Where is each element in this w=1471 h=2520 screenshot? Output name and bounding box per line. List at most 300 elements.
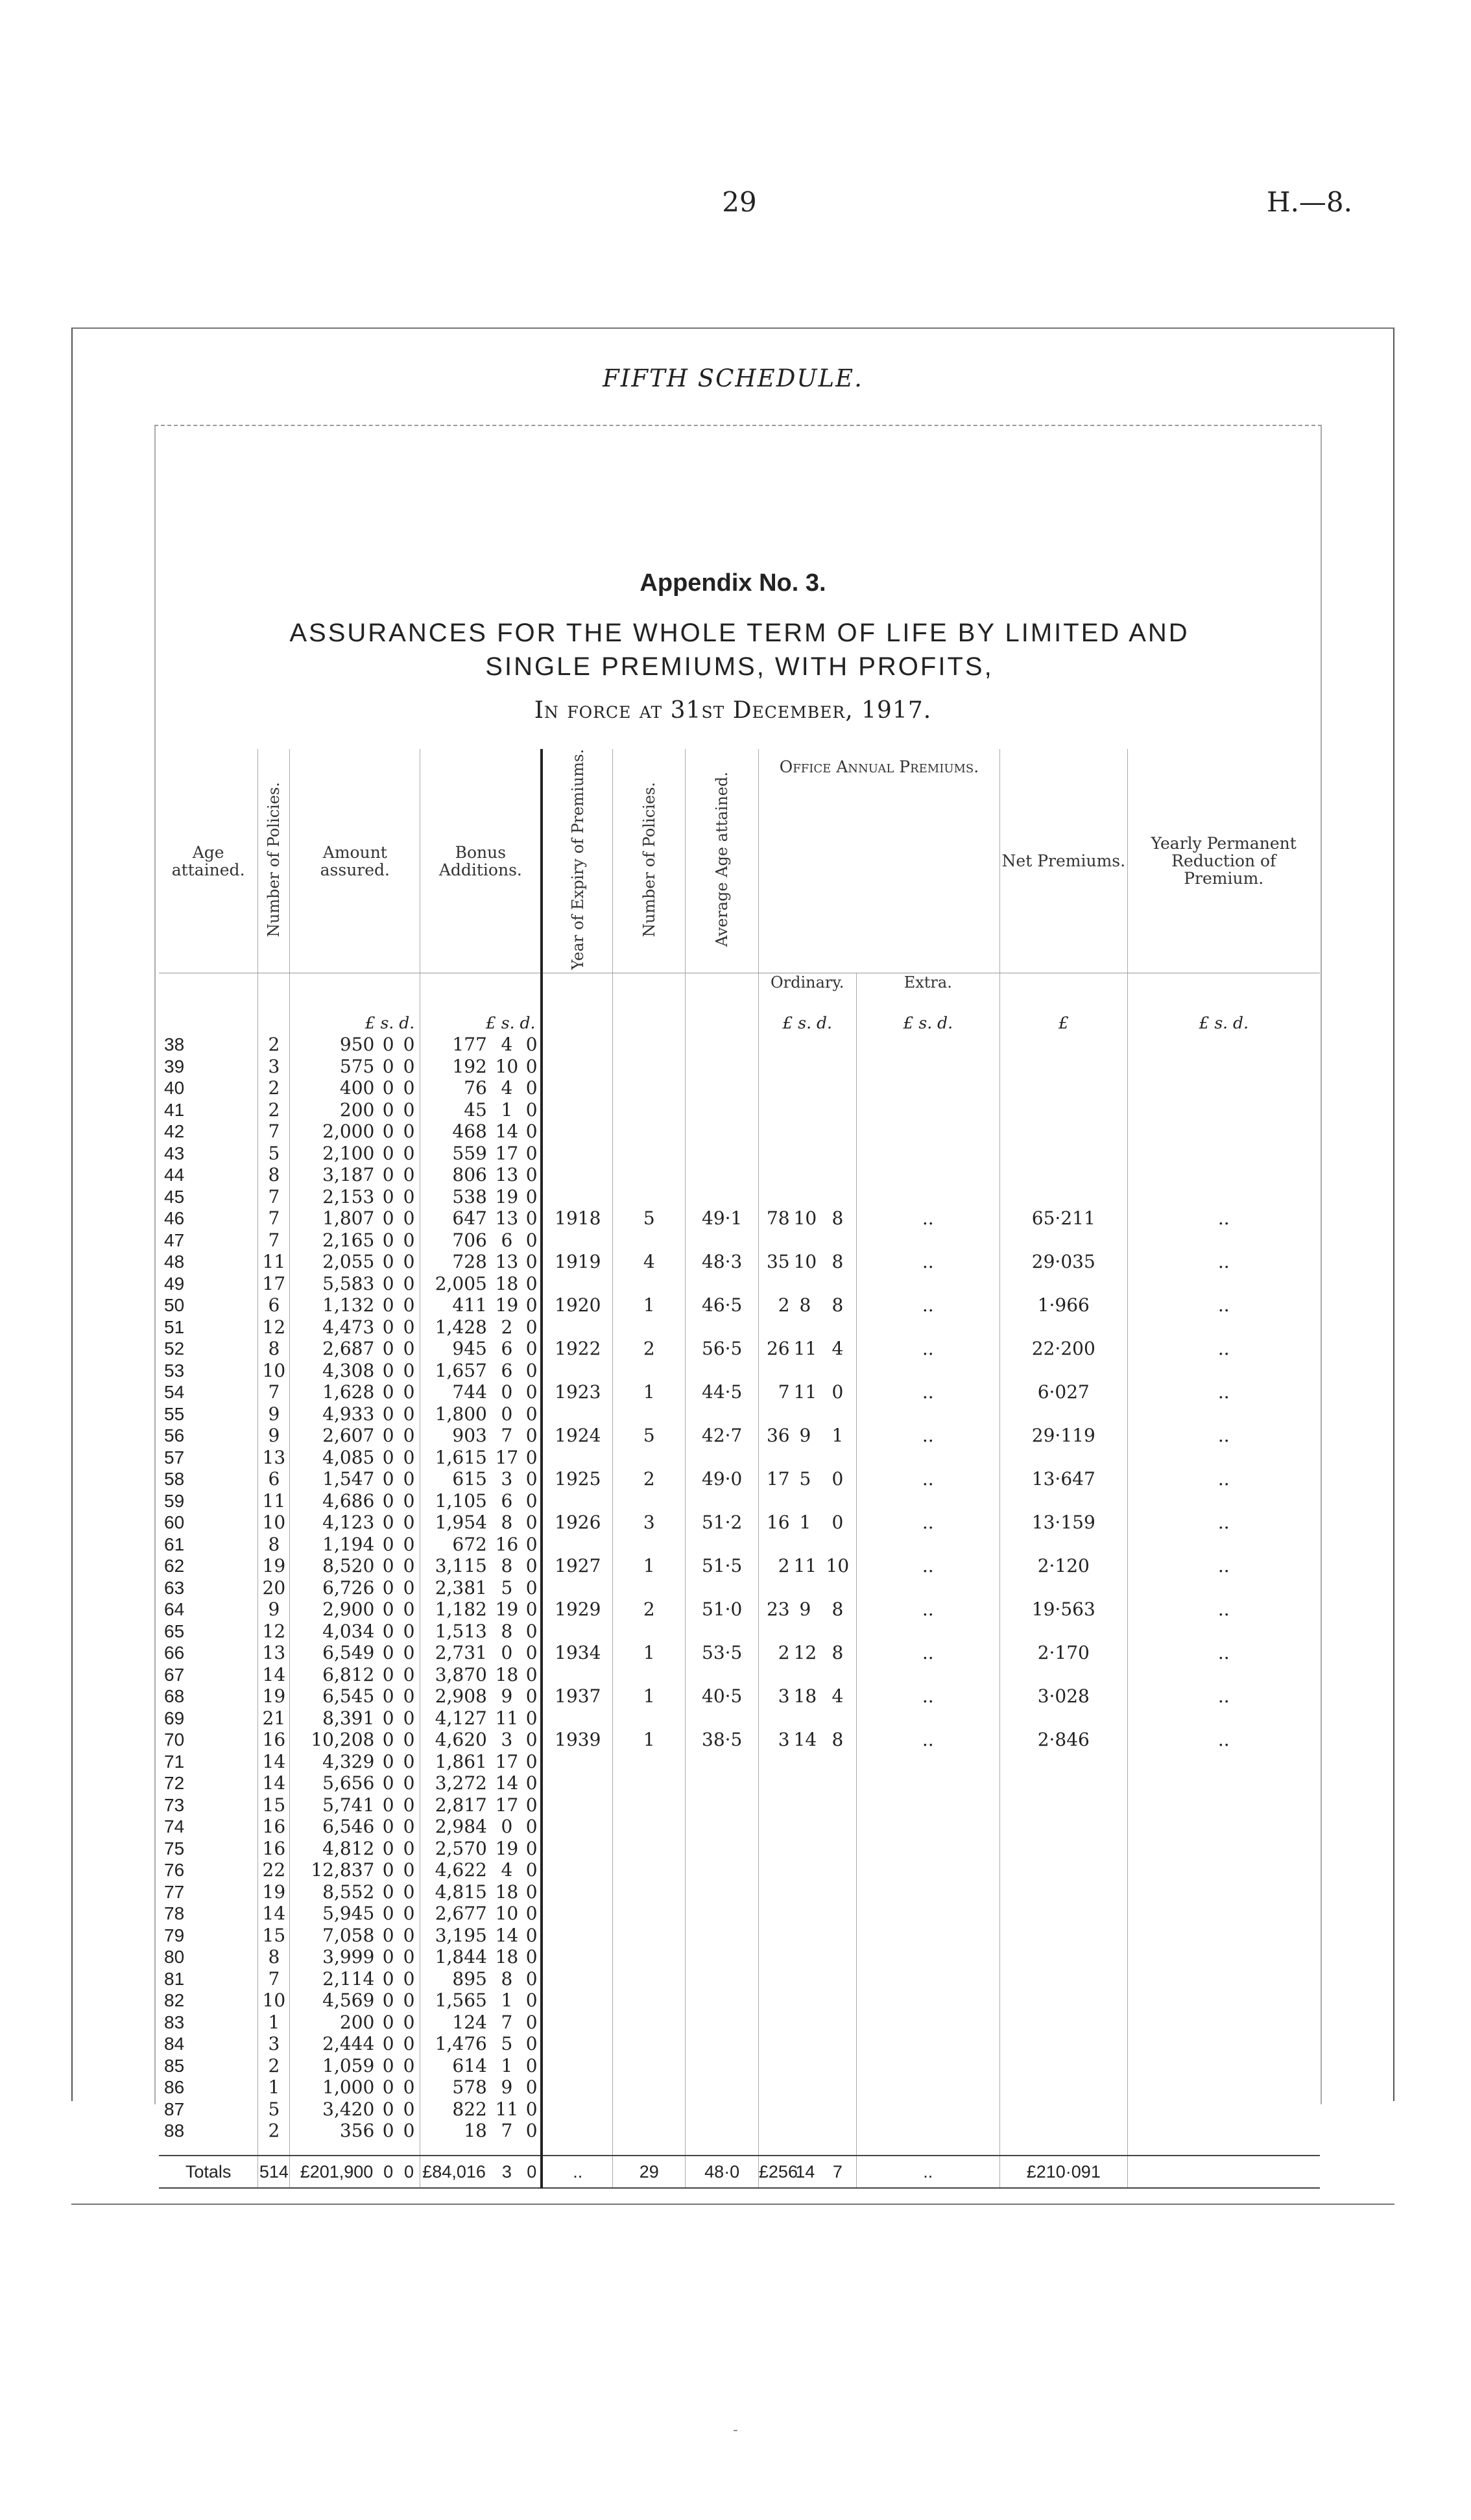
ordinary-pounds-cell — [758, 2033, 791, 2055]
main-title-line-2: SINGLE PREMIUMS, WITH PROFITS, — [485, 652, 994, 681]
table-row — [159, 1642, 1320, 1664]
bonus-pence-cell: 0 — [525, 1359, 538, 1381]
expiry-year-cell — [542, 1946, 612, 1968]
age-cell: 85 — [164, 2055, 185, 2076]
bonus-pounds-cell: 411 — [420, 1294, 491, 1316]
bonus-pence-cell: 0 — [525, 1642, 538, 1664]
col-policies-header: Number of Policies. — [258, 749, 290, 973]
ordinary-shillings-cell — [791, 2033, 820, 2055]
bonus-pounds-cell: 1,476 — [420, 2033, 491, 2055]
schedule-table-body — [159, 1034, 1320, 2142]
extra-premium-cell — [856, 1077, 1000, 1099]
amount-shillings-cell: 0 — [382, 1034, 394, 1056]
expiry-year-cell — [542, 1859, 612, 1881]
expiry-year-cell — [542, 1903, 612, 1925]
net-premium-cell — [1000, 1772, 1127, 1794]
amount-pounds-cell: 1,628 — [290, 1381, 378, 1403]
ordinary-shillings-cell — [791, 1490, 820, 1512]
amount-pence-cell: 0 — [403, 1468, 415, 1490]
amount-pounds-cell: 2,900 — [290, 1599, 378, 1621]
bonus-pounds-cell: 1,844 — [420, 1946, 491, 1968]
average-age-cell — [686, 1903, 758, 1925]
bonus-pounds-cell: 2,908 — [420, 1685, 491, 1707]
bonus-pounds-cell: 2,731 — [420, 1642, 491, 1664]
reduction-cell — [1127, 1990, 1320, 2012]
ordinary-pounds-cell — [758, 1794, 791, 1816]
net-premium-cell — [1000, 1751, 1127, 1773]
extra-premium-cell — [856, 1664, 1000, 1686]
extra-premium-cell — [856, 1534, 1000, 1556]
ordinary-pounds-cell: 26 — [758, 1338, 791, 1360]
amount-shillings-cell: 0 — [382, 1599, 394, 1621]
bonus-pounds-cell: 4,815 — [420, 1881, 491, 1903]
reduction-cell — [1127, 1707, 1320, 1730]
amount-shillings-cell: 0 — [382, 1229, 394, 1251]
ordinary-shillings-cell — [791, 1056, 820, 1078]
bonus-shillings-cell: 6 — [501, 1490, 513, 1512]
table-row — [159, 1251, 1320, 1273]
average-age-cell: 51·0 — [686, 1599, 758, 1621]
bonus-shillings-cell: 14 — [495, 1121, 519, 1143]
bonus-pence-cell: 0 — [525, 2054, 538, 2076]
age-cell: 81 — [164, 1968, 185, 1989]
average-age-cell — [686, 2033, 758, 2055]
age-cell: 88 — [164, 2121, 185, 2141]
expiry-year-cell: 1939 — [542, 1729, 612, 1751]
expiry-year-cell — [542, 2098, 612, 2121]
average-age-cell — [686, 1056, 758, 1078]
amount-pence-cell: 0 — [403, 1620, 415, 1642]
bonus-pounds-cell: 192 — [420, 1056, 491, 1078]
extra-premium-cell — [856, 1794, 1000, 1816]
reduction-cell — [1127, 1534, 1320, 1556]
age-cell: 58 — [164, 1469, 185, 1490]
amount-pence-cell: 0 — [403, 1077, 415, 1099]
bonus-shillings-cell: 17 — [495, 1142, 519, 1164]
ordinary-pounds-cell — [758, 1816, 791, 1838]
ordinary-pence-cell: 8 — [831, 1642, 844, 1664]
amount-pence-cell: 0 — [403, 1338, 415, 1360]
table-row — [159, 1577, 1320, 1599]
ordinary-pence-cell — [819, 1946, 856, 1968]
net-premium-cell: 2·170 — [1000, 1642, 1127, 1664]
average-age-cell — [686, 1077, 758, 1099]
age-cell: 38 — [164, 1034, 185, 1055]
age-cell: 60 — [164, 1512, 185, 1533]
extra-premium-cell: .. — [856, 1729, 1000, 1751]
bonus-shillings-cell: 8 — [501, 1555, 513, 1577]
bonus-shillings-cell: 11 — [495, 1707, 519, 1729]
table-row — [159, 1838, 1320, 1860]
ordinary-pence-cell: 4 — [831, 1685, 844, 1707]
bonus-shillings-cell: 0 — [501, 1642, 513, 1664]
table-row — [159, 1207, 1320, 1230]
amount-pence-cell: 0 — [403, 1294, 415, 1316]
reduction-cell — [1127, 1946, 1320, 1968]
ordinary-shillings-cell — [791, 1707, 820, 1730]
age-cell: 54 — [164, 1382, 185, 1403]
reduction-cell: .. — [1127, 1468, 1320, 1490]
average-age-cell — [686, 1946, 758, 1968]
extra-premium-cell: .. — [856, 1294, 1000, 1316]
extra-premium-cell — [856, 2120, 1000, 2142]
extra-premium-cell: .. — [856, 1425, 1000, 1447]
average-age-cell — [686, 2076, 758, 2098]
amount-shillings-cell: 0 — [382, 1207, 394, 1230]
totals-policies2: 29 — [613, 2156, 686, 2188]
bonus-pounds-cell: 647 — [420, 1207, 491, 1230]
extra-premium-cell — [856, 1946, 1000, 1968]
amount-pounds-cell: 6,549 — [290, 1642, 378, 1664]
totals-bonus: £84,016 — [420, 2156, 491, 2188]
ordinary-shillings-cell — [791, 1816, 820, 1838]
amount-shillings-cell: 0 — [382, 1446, 394, 1468]
policies-cell: 21 — [258, 1707, 290, 1730]
bonus-pence-cell: 0 — [525, 1272, 538, 1294]
extra-premium-cell — [856, 1143, 1000, 1165]
policies2-cell — [613, 1794, 686, 1816]
expiry-year-cell: 1925 — [542, 1468, 612, 1490]
age-cell: 63 — [164, 1577, 185, 1598]
amount-pence-cell: 0 — [403, 1121, 415, 1143]
net-premium-cell — [1000, 1621, 1127, 1643]
bonus-shillings-cell: 8 — [501, 1967, 513, 1990]
net-premium-cell — [1000, 1077, 1127, 1099]
amount-shillings-cell: 0 — [382, 1555, 394, 1577]
reduction-cell: .. — [1127, 1685, 1320, 1707]
net-premium-cell — [1000, 2012, 1127, 2034]
totals-net: £210·091 — [1000, 2156, 1127, 2188]
bonus-pence-cell: 0 — [525, 1750, 538, 1772]
totals-bonus-d: 0 — [523, 2156, 542, 2188]
expiry-year-cell — [542, 1990, 612, 2012]
table-row — [159, 2076, 1320, 2098]
totals-amount-s: 0 — [378, 2156, 398, 2188]
amount-pence-cell: 0 — [403, 1381, 415, 1403]
unit-amount: £ s. d. — [290, 1012, 420, 1034]
policies-cell: 6 — [258, 1468, 290, 1490]
totals-amount: £201,900 — [290, 2156, 378, 2188]
bottom-rule — [71, 2204, 1394, 2205]
ordinary-pence-cell — [819, 1816, 856, 1838]
reduction-cell — [1127, 1968, 1320, 1990]
policies2-cell — [613, 1077, 686, 1099]
in-force-date — [71, 697, 1394, 724]
reduction-cell — [1127, 2033, 1320, 2055]
bonus-pounds-cell: 3,272 — [420, 1772, 491, 1794]
ordinary-pence-cell — [819, 1186, 856, 1208]
ordinary-pounds-cell — [758, 1881, 791, 1903]
ordinary-pence-cell: 8 — [831, 1599, 844, 1621]
totals-amount-d: 0 — [398, 2156, 420, 2188]
ordinary-pounds-cell: 78 — [758, 1207, 791, 1230]
ordinary-pence-cell — [819, 2098, 856, 2121]
expiry-year-cell — [542, 1751, 612, 1773]
bonus-pounds-cell: 4,620 — [420, 1729, 491, 1751]
policies-cell: 17 — [258, 1273, 290, 1295]
amount-pence-cell: 0 — [403, 1425, 415, 1447]
table-row — [159, 1381, 1320, 1403]
bonus-shillings-cell: 5 — [501, 1576, 513, 1599]
amount-pounds-cell: 200 — [290, 1099, 378, 1121]
ordinary-pounds-cell — [758, 1577, 791, 1599]
policies2-cell — [613, 1534, 686, 1556]
policies-cell: 11 — [258, 1490, 290, 1512]
expiry-year-cell — [542, 1316, 612, 1338]
bonus-pence-cell: 0 — [525, 1663, 538, 1685]
amount-shillings-cell: 0 — [382, 1794, 394, 1816]
ordinary-pence-cell: 0 — [831, 1468, 844, 1490]
net-premium-cell — [1000, 1968, 1127, 1990]
bonus-pounds-cell: 2,817 — [420, 1794, 491, 1816]
ordinary-pence-cell — [819, 1903, 856, 1925]
extra-premium-cell: .. — [856, 1685, 1000, 1707]
ordinary-pence-cell — [819, 1881, 856, 1903]
bonus-pence-cell: 0 — [525, 1446, 538, 1468]
reduction-cell — [1127, 1099, 1320, 1121]
amount-pounds-cell: 200 — [290, 2012, 378, 2034]
age-cell: 78 — [164, 1903, 185, 1924]
extra-premium-cell — [856, 1273, 1000, 1295]
policies2-cell — [613, 1990, 686, 2012]
age-cell: 86 — [164, 2077, 185, 2098]
policies2-cell — [613, 2012, 686, 2034]
bonus-pounds-cell: 1,105 — [420, 1490, 491, 1512]
extra-premium-cell: .. — [856, 1381, 1000, 1403]
policies2-cell: 1 — [613, 1729, 686, 1751]
bonus-shillings-cell: 7 — [501, 2011, 513, 2033]
expiry-year-cell: 1924 — [542, 1425, 612, 1447]
policies2-cell — [613, 1143, 686, 1165]
amount-shillings-cell: 0 — [382, 1620, 394, 1642]
ordinary-pounds-cell — [758, 2012, 791, 2034]
average-age-cell — [686, 1794, 758, 1816]
col-bonus-header: Bonus Additions. — [420, 749, 542, 973]
average-age-cell — [686, 1490, 758, 1512]
bonus-shillings-cell: 4 — [501, 1034, 513, 1056]
ordinary-pounds-cell: 16 — [758, 1512, 791, 1534]
extra-premium-cell: .. — [856, 1207, 1000, 1230]
col-ordinary-header: Ordinary. — [758, 973, 856, 999]
age-cell: 65 — [164, 1621, 185, 1641]
extra-premium-cell — [856, 1707, 1000, 1730]
table-row — [159, 1360, 1320, 1382]
amount-pence-cell: 0 — [403, 1881, 415, 1903]
ordinary-pence-cell: 0 — [831, 1381, 844, 1403]
bonus-pounds-cell: 1,800 — [420, 1403, 491, 1425]
policies2-cell: 1 — [613, 1685, 686, 1707]
ordinary-pounds-cell — [758, 1968, 791, 1990]
reduction-cell — [1127, 1360, 1320, 1382]
ordinary-shillings-cell: 18 — [793, 1685, 817, 1707]
bonus-shillings-cell: 13 — [495, 1207, 519, 1230]
policies-cell: 7 — [258, 1968, 290, 1990]
ordinary-shillings-cell — [791, 1316, 820, 1338]
document-code: H.—8. — [1266, 186, 1352, 218]
average-age-cell: 49·0 — [686, 1468, 758, 1490]
ordinary-pence-cell — [819, 1707, 856, 1730]
ordinary-pence-cell — [819, 1621, 856, 1643]
bonus-pence-cell: 0 — [525, 1185, 538, 1207]
bonus-pence-cell: 0 — [525, 1490, 538, 1512]
reduction-cell — [1127, 1230, 1320, 1252]
average-age-cell — [686, 1360, 758, 1382]
extra-premium-cell — [856, 2076, 1000, 2098]
policies2-cell — [613, 1121, 686, 1143]
extra-premium-cell — [856, 1772, 1000, 1794]
reduction-cell — [1127, 1859, 1320, 1881]
age-cell: 46 — [164, 1208, 185, 1229]
policies2-cell: 1 — [613, 1642, 686, 1664]
ordinary-shillings-cell — [791, 1034, 820, 1056]
net-premium-cell — [1000, 1859, 1127, 1881]
table-row — [159, 1077, 1320, 1099]
bonus-pence-cell: 0 — [525, 1164, 538, 1186]
bonus-shillings-cell: 19 — [495, 1599, 519, 1621]
policies2-cell — [613, 1164, 686, 1186]
net-premium-cell — [1000, 1664, 1127, 1686]
net-premium-cell: 22·200 — [1000, 1338, 1127, 1360]
ordinary-shillings-cell: 9 — [799, 1599, 811, 1621]
in-force-prefix: In force at — [534, 697, 671, 724]
bonus-shillings-cell: 1 — [501, 1099, 513, 1121]
amount-pounds-cell: 2,444 — [290, 2033, 378, 2055]
expiry-year-cell: 1927 — [542, 1555, 612, 1577]
unit-bonus: £ s. d. — [420, 1012, 542, 1034]
ordinary-pence-cell — [819, 1143, 856, 1165]
ordinary-pence-cell — [819, 1447, 856, 1469]
bonus-pence-cell: 0 — [525, 1555, 538, 1577]
amount-shillings-cell: 0 — [382, 2098, 394, 2120]
policies2-cell: 1 — [613, 1381, 686, 1403]
policies2-cell — [613, 2076, 686, 2098]
totals-bonus-s: 3 — [491, 2156, 523, 2188]
amount-shillings-cell: 0 — [382, 1251, 394, 1273]
ordinary-pounds-cell: 17 — [758, 1468, 791, 1490]
policies-cell: 8 — [258, 1946, 290, 1968]
ordinary-pence-cell — [819, 1360, 856, 1382]
net-premium-cell — [1000, 1099, 1127, 1121]
bonus-shillings-cell: 18 — [495, 1272, 519, 1294]
col-age-header: Age attained. — [159, 749, 258, 973]
extra-premium-cell — [856, 1230, 1000, 1252]
reduction-cell — [1127, 1577, 1320, 1599]
table-row — [159, 1751, 1320, 1773]
expiry-year-cell — [542, 1360, 612, 1382]
bonus-shillings-cell: 4 — [501, 1077, 513, 1099]
expiry-year-cell: 1929 — [542, 1599, 612, 1621]
expiry-year-cell: 1918 — [542, 1207, 612, 1230]
extra-premium-cell — [856, 1403, 1000, 1425]
amount-pounds-cell: 6,812 — [290, 1664, 378, 1686]
bonus-shillings-cell: 17 — [495, 1750, 519, 1772]
ordinary-pence-cell — [819, 1490, 856, 1512]
bonus-shillings-cell: 0 — [501, 1816, 513, 1838]
ordinary-pounds-cell — [758, 1230, 791, 1252]
table-row — [159, 1403, 1320, 1425]
ordinary-shillings-cell — [791, 1772, 820, 1794]
bonus-shillings-cell: 14 — [495, 1772, 519, 1794]
age-cell: 66 — [164, 1643, 185, 1663]
bonus-pence-cell: 0 — [525, 2011, 538, 2033]
reduction-cell — [1127, 1925, 1320, 1947]
average-age-cell — [686, 1121, 758, 1143]
average-age-cell — [686, 1164, 758, 1186]
policies2-cell — [613, 1968, 686, 1990]
ordinary-shillings-cell — [791, 2120, 820, 2142]
policies-cell: 8 — [258, 1338, 290, 1360]
amount-pounds-cell: 4,034 — [290, 1621, 378, 1643]
extra-premium-cell: .. — [856, 1555, 1000, 1577]
table-row — [159, 1512, 1320, 1534]
table-row — [159, 2055, 1320, 2077]
reduction-cell: .. — [1127, 1381, 1320, 1403]
ordinary-pounds-cell — [758, 1099, 791, 1121]
policies2-cell — [613, 1490, 686, 1512]
amount-pounds-cell: 4,686 — [290, 1490, 378, 1512]
reduction-cell — [1127, 1077, 1320, 1099]
amount-shillings-cell: 0 — [382, 2076, 394, 2098]
net-premium-cell: 2·120 — [1000, 1555, 1127, 1577]
average-age-cell: 42·7 — [686, 1425, 758, 1447]
policies2-cell: 5 — [613, 1425, 686, 1447]
age-cell: 51 — [164, 1316, 185, 1337]
age-cell: 68 — [164, 1686, 185, 1707]
bonus-pounds-cell: 468 — [420, 1121, 491, 1143]
reduction-cell — [1127, 1403, 1320, 1425]
age-cell: 50 — [164, 1295, 185, 1316]
amount-shillings-cell: 0 — [382, 1772, 394, 1794]
bonus-pence-cell: 0 — [525, 2098, 538, 2120]
ordinary-pounds-cell — [758, 2076, 791, 2098]
bonus-pounds-cell: 1,657 — [420, 1360, 491, 1382]
ordinary-pence-cell — [819, 1968, 856, 1990]
policies2-cell — [613, 1881, 686, 1903]
net-premium-cell — [1000, 2055, 1127, 2077]
amount-pounds-cell: 1,194 — [290, 1534, 378, 1556]
ordinary-pence-cell — [819, 1772, 856, 1794]
amount-pence-cell: 0 — [403, 1055, 415, 1077]
ordinary-shillings-cell — [791, 2055, 820, 2077]
totals-policies: 514 — [258, 2156, 290, 2188]
amount-pounds-cell: 5,583 — [290, 1273, 378, 1295]
bonus-pounds-cell: 1,428 — [420, 1316, 491, 1338]
reduction-cell — [1127, 1273, 1320, 1295]
policies-cell: 7 — [258, 1186, 290, 1208]
reduction-cell — [1127, 1838, 1320, 1860]
expiry-year-cell — [542, 1772, 612, 1794]
bonus-pence-cell: 0 — [525, 1772, 538, 1794]
age-cell: 69 — [164, 1707, 185, 1728]
bonus-shillings-cell: 13 — [495, 1164, 519, 1186]
ordinary-pence-cell — [819, 1990, 856, 2012]
amount-shillings-cell: 0 — [382, 1642, 394, 1664]
totals-ordinary-d: 7 — [819, 2156, 856, 2188]
net-premium-cell — [1000, 1034, 1127, 1056]
table-row — [159, 1099, 1320, 1121]
bonus-shillings-cell: 14 — [495, 1924, 519, 1946]
extra-premium-cell: .. — [856, 1512, 1000, 1534]
average-age-cell — [686, 1881, 758, 1903]
amount-pounds-cell: 5,945 — [290, 1903, 378, 1925]
average-age-cell — [686, 1621, 758, 1643]
amount-pence-cell: 0 — [403, 1446, 415, 1468]
table-row — [159, 1121, 1320, 1143]
expiry-year-cell — [542, 1056, 612, 1078]
extra-premium-cell — [856, 1121, 1000, 1143]
policies-cell: 8 — [258, 1534, 290, 1556]
amount-shillings-cell: 0 — [382, 1837, 394, 1859]
